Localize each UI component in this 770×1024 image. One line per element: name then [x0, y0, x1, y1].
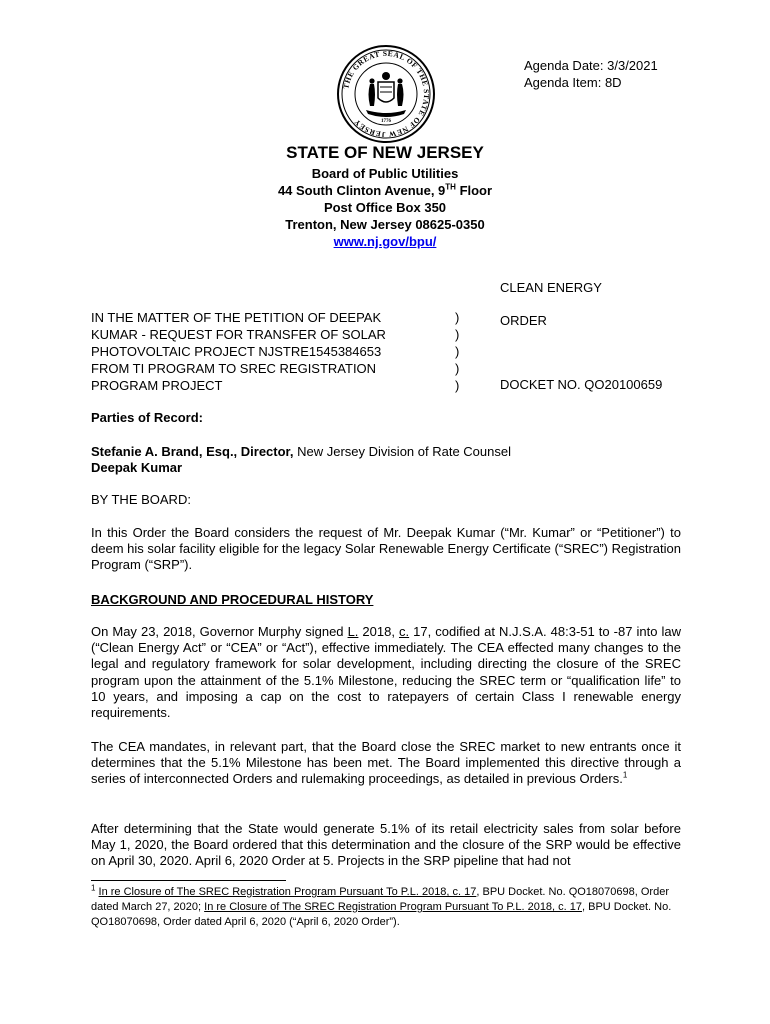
svg-text:THE GREAT SEAL OF THE STATE OF: THE GREAT SEAL OF THE STATE OF NEW JERSEY	[341, 48, 432, 140]
p1-a: On May 23, 2018, Governor Murphy signed	[91, 624, 348, 639]
board-name: Board of Public Utilities	[311, 166, 459, 181]
po-box: Post Office Box 350	[323, 200, 447, 215]
caption-line: KUMAR - REQUEST FOR TRANSFER OF SOLAR	[91, 327, 386, 342]
party-1-name: Stefanie A. Brand, Esq., Director,	[91, 444, 294, 459]
paren: )	[455, 378, 460, 393]
caption-line: PHOTOVOLTAIC PROJECT NJSTRE1545384653	[91, 344, 382, 359]
footnote-text-1: , BPU Docket. No. QO18070698, Order dated March 27, 2020;	[91, 886, 669, 913]
caption-parens	[455, 309, 459, 394]
svg-text:1776: 1776	[381, 119, 391, 124]
caption-line: PROGRAM PROJECT	[91, 378, 223, 393]
agenda-block	[524, 57, 658, 91]
floor-text: Floor	[455, 183, 493, 198]
footnote-number: 1	[91, 883, 96, 893]
city-line: Trenton, New Jersey 08625-0350	[285, 217, 485, 232]
order-label: ORDER	[500, 313, 547, 328]
p1-l: L.	[347, 624, 359, 639]
website-link[interactable]: www.nj.gov/bpu/	[333, 234, 437, 249]
paren: )	[455, 361, 460, 376]
footnote-text-2: , BPU Docket. No. QO18070698, Order dated April 6, 2020 (“April 6, 2020 Order”).	[91, 901, 672, 928]
paren: )	[455, 310, 460, 325]
party-1-org: New Jersey Division of Rate Counsel	[293, 444, 511, 459]
paragraph-2	[91, 739, 681, 788]
footnote-case-1: In re Closure of The SREC Registration Program Pursuant To P.L. 2018, c. 17	[98, 886, 477, 898]
paragraph-1	[91, 624, 681, 721]
state-seal-icon	[336, 44, 436, 144]
footnote-1	[91, 885, 681, 930]
docket-number: DOCKET NO. QO20100659	[500, 377, 663, 392]
by-the-board: BY THE BOARD:	[91, 492, 191, 507]
caption-line: IN THE MATTER OF THE PETITION OF DEEPAK	[91, 310, 382, 325]
paragraph-3: After determining that the State would generate 5.1% of its retail electricity sales from solar before May 1, 2020, the Board ordered that this determination and the closure of the SRP would be effective on April 30, 2020. April 6, 2020 Order at 5. Projects in the SRP pipeline that had not	[91, 821, 681, 869]
footnote-ref[interactable]: 1	[622, 771, 628, 781]
caption-line: FROM TI PROGRAM TO SREC REGISTRATION	[91, 361, 377, 376]
party-1	[91, 444, 681, 460]
street-address	[0, 182, 770, 199]
intro-paragraph: In this Order the Board considers the request of Mr. Deepak Kumar (“Mr. Kumar” or “Petitioner”) to deem his solar facility eligible for the legacy Solar Renewable Energy Certificate (“SREC”) Registration Program (“SRP”).	[91, 525, 681, 573]
paren: )	[455, 327, 460, 342]
floor-superscript: TH	[445, 182, 456, 192]
parties-heading: Parties of Record:	[91, 410, 203, 425]
p1-c: c.	[399, 624, 410, 639]
section-heading-text: BACKGROUND AND PROCEDURAL HISTORY	[91, 592, 374, 607]
paren: )	[455, 344, 460, 359]
footnote-case-2: In re Closure of The SREC Registration Program Pursuant To P.L. 2018, c. 17	[204, 901, 583, 913]
p2-text: The CEA mandates, in relevant part, that the Board close the SREC market to new entrants once it determines that the 5.1% Milestone has been met. The Board implemented this directive through a series of interconnected Orders and rulemaking proceedings, as detailed in previous Orders.	[91, 739, 681, 787]
party-2: Deepak Kumar	[91, 460, 183, 475]
category-label: CLEAN ENERGY	[500, 280, 602, 295]
section-heading	[91, 592, 681, 608]
p1-d: 17, codified at N.J.S.A. 48:3-51 to -87 into law (“Clean Energy Act” or “CEA” or “Act”), effective immediately. The CEA effected many changes to the legal and regulatory framework for solar development, including directing the closure of the SREC program upon the attainment of the 5.1% Milestone, reducing the SREC term or “qualification life” to 10 years, and imposing a cap on the cost to ratepayers of certain Class I renewable energy requirements.	[91, 624, 681, 721]
address-block	[0, 165, 770, 250]
state-title: STATE OF NEW JERSEY	[286, 143, 484, 162]
agenda-date: Agenda Date: 3/3/2021	[524, 58, 658, 73]
footnote-divider	[91, 880, 286, 881]
street-address-text: 44 South Clinton Avenue, 9	[277, 183, 446, 198]
case-caption	[91, 309, 451, 394]
agenda-item: Agenda Item: 8D	[524, 75, 622, 90]
p1-b: 2018,	[358, 624, 399, 639]
